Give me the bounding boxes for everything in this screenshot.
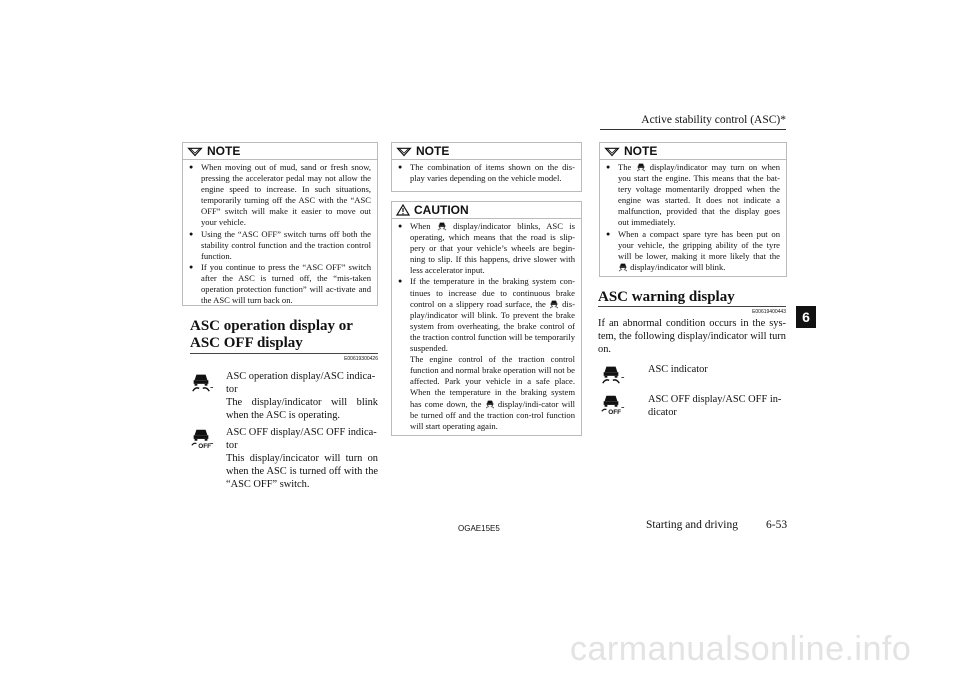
item-dash: - (210, 438, 214, 449)
note-item: ● The combination of items shown on the dis-play varies depending on the vehicle model. (398, 162, 575, 184)
running-header: Active stability control (ASC)* (641, 114, 786, 126)
caution-item: ● If the temperature in the braking system con-tinues to increase due to continuous brake control on a slippery road surface, the dis-play/indicator will blink. To prevent the brake system from overheating, the brake control of the traction control function will be temporarily suspended. The engine control of the traction control function and normal brake operation will not be affected. Park your vehicle in a safe place. When the temperature in the braking system has come down, the display/indi-cator will be turned off and the traction con-trol function will start operating again. (398, 276, 575, 431)
note-header (600, 143, 786, 160)
heading-rule (598, 306, 786, 307)
caution-box (391, 201, 582, 436)
note-title: NOTE (207, 144, 241, 158)
asc-indicator-icon (600, 362, 625, 386)
caution-header (392, 202, 581, 219)
note-box-1 (182, 142, 378, 306)
asc-indicator-item: ASC indicator (648, 364, 708, 375)
section-heading: ASC operation display or ASC OFF display (190, 318, 353, 351)
note-box-3 (599, 142, 787, 277)
note-icon (187, 146, 203, 157)
watermark: carmanualsonline.info (570, 630, 912, 668)
asc-off-icon (190, 426, 212, 450)
note-icon (396, 146, 412, 157)
item-label: ASC operation display/ASC indica-tor (226, 371, 376, 395)
asc-off-item (226, 426, 378, 491)
heading-rule (190, 353, 378, 354)
item-label: ASC OFF display/ASC OFF indica-tor (226, 427, 377, 451)
asc-operation-item (226, 370, 378, 422)
note-header (392, 143, 581, 160)
heading-code: E00619300426 (344, 356, 378, 362)
asc-indicator-inline-icon (485, 399, 495, 409)
note-icon (604, 146, 620, 157)
header-rule (600, 129, 786, 130)
note-item: ● When a compact spare tyre has been put on your vehicle, the gripping ability of the tyre will be lower, making it more likely that the display/indicator will blink. (606, 229, 780, 273)
asc-indicator-inline-icon (618, 262, 628, 272)
asc-off-indicator-icon (600, 392, 625, 416)
asc-operation-icon (190, 370, 212, 394)
note-item: ● If you continue to press the “ASC OFF” switch after the ASC is turned off, the “mis-taken operation protection function” will ac-tivate and the ASC will turn back on. (189, 262, 371, 306)
note-title: NOTE (624, 144, 658, 158)
note-title: NOTE (416, 144, 450, 158)
note-box-2 (391, 142, 582, 192)
footer-section: Starting and driving (646, 519, 738, 531)
caution-title: CAUTION (414, 203, 469, 217)
note-header (183, 143, 377, 160)
note-item: ● The display/indicator may turn on when you start the engine. This means that the bat-tery voltage momentarily dropped when the engine was started. It does not indicate a malfunction, provided that the display goes out immediately. (606, 162, 780, 229)
caution-item: ● When display/indicator blinks, ASC is operating, which means that the road is slip-pery or that your vehicle’s wheels are begin-ning to slip. If this happens, drive slower with less accelerator input. (398, 221, 575, 276)
asc-indicator-inline-icon (437, 221, 447, 231)
section-heading: ASC warning display (598, 289, 735, 305)
intro-paragraph: If an abnormal condition occurs in the sys-tem, the following display/indicator will turn on. (598, 318, 786, 355)
warning-triangle-icon (396, 204, 410, 216)
asc-off-indicator-item: ASC OFF display/ASC OFF in-dicator (648, 394, 782, 418)
note-item: ● Using the “ASC OFF” switch turns off both the stability control function and the traction control function. (189, 229, 371, 262)
asc-indicator-inline-icon (549, 299, 559, 309)
item-dash: - (210, 382, 214, 393)
chapter-tab: 6 (796, 306, 816, 328)
item-dash: - (621, 372, 625, 383)
item-desc: This display/incicator will turn on when the ASC is turned off with the “ASC OFF” switch. (226, 453, 378, 490)
heading-code: E00619400443 (752, 309, 786, 315)
asc-indicator-inline-icon (636, 162, 646, 172)
doc-code: OGAE15E5 (458, 524, 500, 533)
item-dash: - (621, 402, 625, 413)
item-desc: The display/indicator will blink when the ASC is operating. (226, 397, 378, 421)
page-number: 6-53 (766, 519, 788, 531)
note-item: ● When moving out of mud, sand or fresh snow, pressing the accelerator pedal may not allow the engine speed to increase. In such situations, temporarily turning off the ASC with the “ASC OFF” switch will make it easier to move out your vehicle. (189, 162, 371, 229)
